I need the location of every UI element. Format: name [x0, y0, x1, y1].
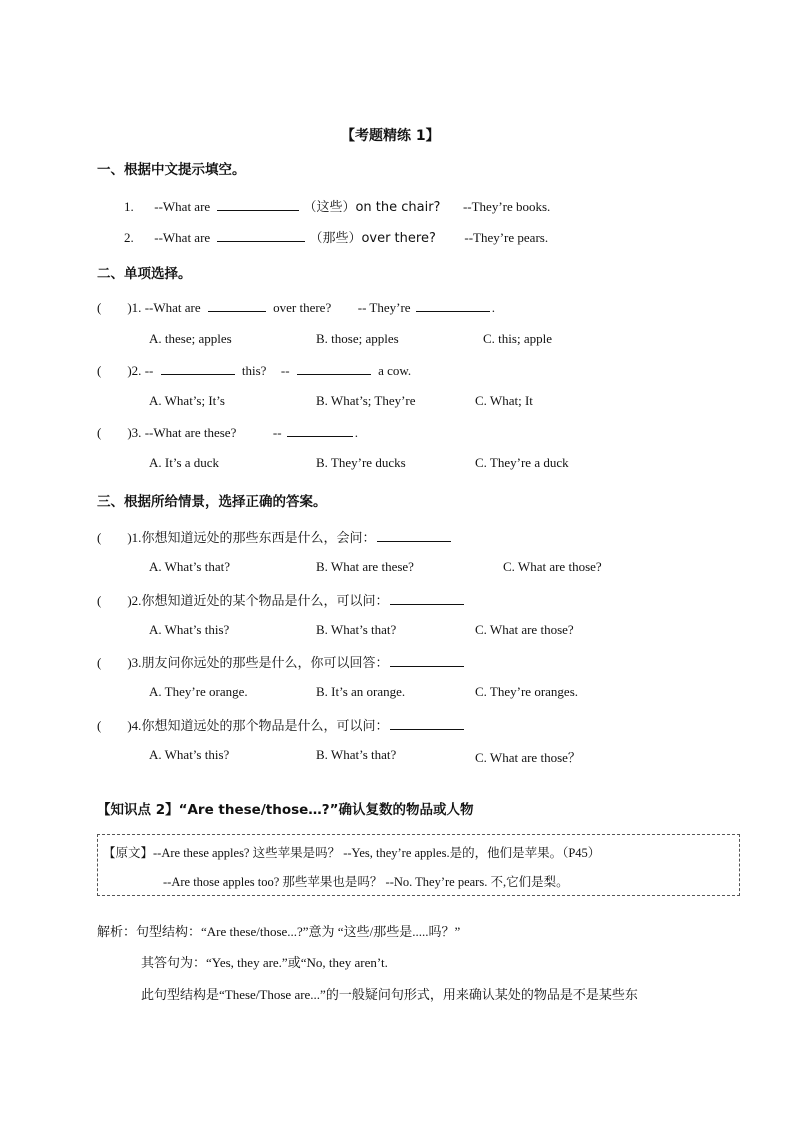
question-answer: --They’re pears.	[464, 230, 549, 245]
question-stem: 你想知道远处的那个物品是什么，可以问：	[141, 719, 389, 734]
question-hint: （这些）on the chair?	[303, 200, 441, 215]
sec3-question-1	[97, 527, 451, 546]
option-c[interactable]: C. They’re a duck	[475, 455, 569, 470]
knowledge-heading: 【知识点 2】“Are these/those…?”确认复数的物品或人物	[97, 802, 474, 818]
question-number: )2.	[127, 363, 142, 378]
question-stem: --What are	[154, 230, 211, 245]
question-stem: --	[280, 363, 290, 378]
option-a[interactable]: A. What’s; It’s	[149, 393, 225, 408]
option-b[interactable]: B. What’s; They’re	[316, 393, 416, 408]
question-number: )1.	[127, 300, 142, 315]
question-number: )2.	[127, 593, 142, 608]
option-c[interactable]: C. What are those?	[503, 559, 602, 574]
sec2-question-1	[97, 299, 495, 316]
option-a[interactable]: A. these; apples	[149, 331, 232, 346]
option-c[interactable]: C. What are those?	[475, 622, 574, 637]
answer-blank[interactable]	[390, 592, 464, 605]
question-stem: 你想知道远处的那些东西是什么，会问：	[141, 531, 376, 546]
question-hint: （那些）over there?	[309, 231, 436, 246]
answer-blank[interactable]	[217, 229, 305, 242]
option-b[interactable]: B. What’s that?	[316, 622, 397, 637]
answer-blank[interactable]	[208, 299, 266, 312]
option-b[interactable]: B. those; apples	[316, 331, 399, 346]
sec2-question-3	[97, 424, 358, 441]
answer-paren[interactable]: (	[97, 300, 102, 315]
answer-blank[interactable]	[377, 529, 451, 542]
option-b[interactable]: B. What are these?	[316, 559, 414, 574]
question-number: )3.	[127, 425, 142, 440]
question-answer: --They’re books.	[462, 199, 551, 214]
option-b[interactable]: B. They’re ducks	[316, 455, 406, 470]
option-b[interactable]: B. What’s that?	[316, 747, 397, 762]
answer-paren[interactable]: (	[97, 593, 102, 608]
question-number: )1.	[127, 530, 142, 545]
question-stem: --	[144, 363, 154, 378]
answer-blank[interactable]	[416, 299, 490, 312]
sec3-question-4	[97, 715, 464, 734]
sec1-question-2	[124, 227, 548, 246]
option-c[interactable]: C. What; It	[475, 393, 533, 408]
question-stem: this?	[241, 363, 267, 378]
sec3-question-2	[97, 590, 464, 609]
question-stem: 你想知道近处的某个物品是什么，可以问：	[141, 594, 389, 609]
option-c[interactable]: C. What are those？	[475, 750, 581, 765]
question-stem: .	[491, 300, 496, 315]
answer-blank[interactable]	[287, 424, 353, 437]
question-stem: --What are these?	[144, 425, 237, 440]
option-a[interactable]: A. What’s that?	[149, 559, 230, 574]
answer-blank[interactable]	[390, 654, 464, 667]
sec2-question-2	[97, 362, 411, 379]
question-number: )4.	[127, 718, 142, 733]
answer-paren[interactable]: (	[97, 363, 102, 378]
page-title: 【考题精练 1】	[341, 128, 440, 144]
option-c[interactable]: C. this; apple	[483, 331, 552, 346]
question-stem: --What are	[144, 300, 201, 315]
question-stem: 朋友问你远处的那些是什么，你可以回答：	[141, 656, 389, 671]
question-number: )3.	[127, 655, 142, 670]
analysis-line-2: 其答句为：“Yes, they are.”或“No, they aren’t.	[141, 955, 388, 970]
answer-paren[interactable]: (	[97, 530, 102, 545]
question-stem: --	[272, 425, 282, 440]
original-text-line-1: 【原文】--Are these apples? 这些苹果是吗？ --Yes, they’re apples.是的，他们是苹果。（P45）	[103, 846, 601, 860]
answer-paren[interactable]: (	[97, 425, 102, 440]
question-number: 2.	[124, 230, 134, 245]
section-2-heading: 二、单项选择。	[97, 266, 192, 282]
answer-blank[interactable]	[390, 717, 464, 730]
section-1-heading: 一、根据中文提示填空。	[97, 162, 246, 178]
original-text-line-2: --Are those apples too? 那些苹果也是吗？ --No. They’re pears. 不,它们是梨。	[163, 875, 569, 889]
section-3-heading: 三、根据所给情景，选择正确的答案。	[97, 494, 327, 510]
answer-blank[interactable]	[297, 362, 371, 375]
question-stem: over there?	[273, 300, 332, 315]
option-a[interactable]: A. It’s a duck	[149, 455, 220, 470]
analysis-line-1: 解析：句型结构：“Are these/those...?”意为 “这些/那些是.....吗？”	[97, 924, 461, 939]
question-stem: --What are	[154, 199, 211, 214]
question-stem: .	[354, 425, 359, 440]
question-stem: a cow.	[378, 363, 412, 378]
answer-paren[interactable]: (	[97, 655, 102, 670]
sec3-question-3	[97, 652, 464, 671]
option-c[interactable]: C. They’re oranges.	[475, 684, 579, 699]
sec1-question-1	[124, 196, 550, 215]
option-a[interactable]: A. What’s this?	[149, 747, 230, 762]
answer-blank[interactable]	[217, 198, 299, 211]
answer-paren[interactable]: (	[97, 718, 102, 733]
question-stem: -- They’re	[357, 300, 411, 315]
option-b[interactable]: B. It’s an orange.	[316, 684, 406, 699]
option-a[interactable]: A. What’s this?	[149, 622, 230, 637]
analysis-line-3: 此句型结构是“These/Those are...”的一般疑问句形式，用来确认某处的物品是不是某些东	[141, 987, 638, 1002]
answer-blank[interactable]	[161, 362, 235, 375]
question-number: 1.	[124, 199, 134, 214]
option-a[interactable]: A. They’re orange.	[149, 684, 248, 699]
